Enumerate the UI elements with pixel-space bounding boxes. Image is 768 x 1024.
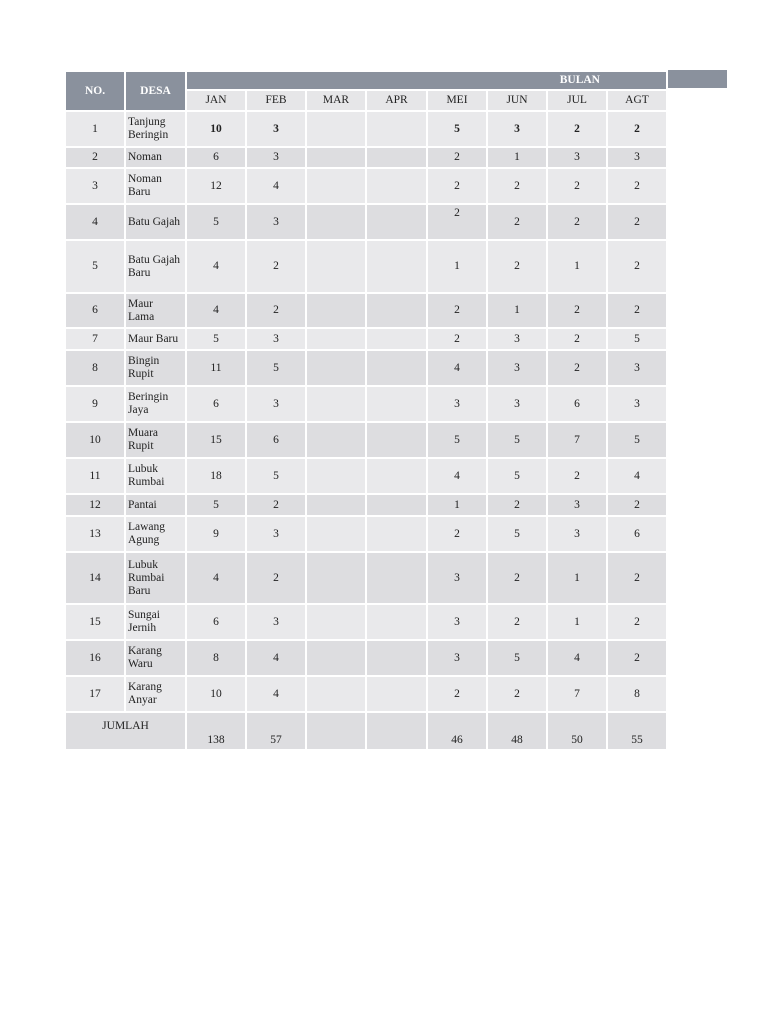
table-row (65, 293, 667, 328)
value-cell-agt: 2 (607, 293, 667, 328)
total-cell-jun: 48 (487, 712, 547, 750)
value-cell-mei: 5 (427, 422, 487, 458)
value-cell-jun: 1 (487, 293, 547, 328)
row-number: 16 (65, 640, 125, 676)
desa-name-line: Rupit (128, 440, 154, 452)
value-cell-jan: 5 (186, 494, 246, 516)
row-number: 1 (65, 111, 125, 147)
value-cell-apr (366, 516, 427, 552)
table-row (65, 422, 667, 458)
row-number: 11 (65, 458, 125, 494)
value-cell-jul: 2 (547, 350, 607, 386)
desa-name-line: Anyar (128, 694, 157, 706)
row-number: 10 (65, 422, 125, 458)
total-cell-apr (366, 712, 427, 750)
value-cell-jul: 6 (547, 386, 607, 422)
value-cell-jan: 10 (186, 676, 246, 712)
table-row (65, 240, 667, 293)
value-cell-mar (306, 240, 366, 293)
table-row (65, 111, 667, 147)
value-cell-mei: 2 (427, 676, 487, 712)
value-cell-mar (306, 516, 366, 552)
table-row (65, 328, 667, 350)
desa-cell (125, 350, 186, 386)
desa-name-line: Batu Gajah (128, 215, 181, 228)
desa-name-line: Beringin (128, 129, 169, 141)
value-cell-feb: 2 (246, 494, 306, 516)
value-cell-jul: 3 (547, 494, 607, 516)
total-label: JUMLAH (65, 712, 186, 750)
desa-name-line: Beringin (128, 391, 169, 403)
value-cell-jun: 2 (487, 204, 547, 240)
value-cell-jul: 1 (547, 552, 607, 604)
value-cell-apr (366, 350, 427, 386)
value-cell-apr (366, 552, 427, 604)
value-cell-mar (306, 147, 366, 168)
desa-name-line: Sungai (128, 609, 160, 621)
value-cell-mar (306, 676, 366, 712)
value-cell-apr (366, 676, 427, 712)
desa-name-line: Tanjung (128, 116, 166, 128)
desa-name-line: Bingin (128, 355, 160, 367)
desa-name-line: Noman (128, 173, 162, 185)
value-cell-jun: 3 (487, 328, 547, 350)
row-number: 4 (65, 204, 125, 240)
value-cell-jun: 5 (487, 640, 547, 676)
header-row-top (65, 71, 667, 90)
row-number: 8 (65, 350, 125, 386)
value-cell-feb: 2 (246, 293, 306, 328)
value-cell-agt: 3 (607, 386, 667, 422)
value-cell-mei: 2 (427, 293, 487, 328)
table-row (65, 604, 667, 640)
col-header-no: NO. (65, 71, 125, 111)
value-cell-jul: 2 (547, 328, 607, 350)
value-cell-jul: 2 (547, 168, 607, 204)
value-cell-mei: 4 (427, 350, 487, 386)
month-header: JUL (547, 90, 607, 111)
value-cell-jan: 6 (186, 147, 246, 168)
desa-cell (125, 293, 186, 328)
value-cell-agt: 2 (607, 604, 667, 640)
desa-name-line: Baru (128, 186, 151, 198)
row-number: 13 (65, 516, 125, 552)
col-header-desa: DESA (125, 71, 186, 111)
value-cell-mei: 2 (427, 204, 487, 240)
table-row (65, 494, 667, 516)
value-cell-feb: 3 (246, 328, 306, 350)
desa-cell (125, 422, 186, 458)
value-cell-agt: 2 (607, 240, 667, 293)
value-cell-mei: 3 (427, 386, 487, 422)
table-row (65, 676, 667, 712)
value-cell-apr (366, 640, 427, 676)
desa-name-line: Lubuk (128, 558, 159, 571)
value-cell-mar (306, 386, 366, 422)
desa-cell (125, 328, 186, 350)
value-cell-apr (366, 168, 427, 204)
monthly-table (64, 70, 668, 751)
value-cell-jun: 2 (487, 168, 547, 204)
value-cell-jul: 7 (547, 422, 607, 458)
value-cell-jul: 3 (547, 147, 607, 168)
table-row (65, 386, 667, 422)
value-cell-jan: 15 (186, 422, 246, 458)
row-number: 6 (65, 293, 125, 328)
value-cell-mei: 2 (427, 328, 487, 350)
row-number: 7 (65, 328, 125, 350)
value-cell-feb: 5 (246, 458, 306, 494)
value-cell-mar (306, 422, 366, 458)
value-cell-jan: 12 (186, 168, 246, 204)
value-cell-agt: 5 (607, 422, 667, 458)
desa-cell (125, 604, 186, 640)
desa-name-line: Lubuk (128, 463, 159, 475)
value-cell-feb: 3 (246, 386, 306, 422)
total-cell-feb: 57 (246, 712, 306, 750)
value-cell-jun: 2 (487, 240, 547, 293)
value-cell-jul: 1 (547, 604, 607, 640)
value-cell-jan: 9 (186, 516, 246, 552)
month-header: MEI (427, 90, 487, 111)
table-row (65, 147, 667, 168)
desa-cell (125, 458, 186, 494)
row-number: 15 (65, 604, 125, 640)
value-cell-jan: 4 (186, 552, 246, 604)
value-cell-jun: 5 (487, 422, 547, 458)
value-cell-jun: 3 (487, 386, 547, 422)
desa-cell (125, 552, 186, 604)
table-row (65, 516, 667, 552)
value-cell-feb: 6 (246, 422, 306, 458)
desa-cell (125, 676, 186, 712)
desa-cell (125, 168, 186, 204)
value-cell-agt: 4 (607, 458, 667, 494)
value-cell-agt: 2 (607, 494, 667, 516)
desa-name-line: Maur Baru (128, 332, 179, 345)
value-cell-mei: 2 (427, 516, 487, 552)
month-header: FEB (246, 90, 306, 111)
value-cell-mar (306, 552, 366, 604)
desa-cell (125, 494, 186, 516)
value-cell-agt: 2 (607, 204, 667, 240)
value-cell-mei: 1 (427, 494, 487, 516)
value-cell-feb: 3 (246, 516, 306, 552)
value-cell-jul: 2 (547, 111, 607, 147)
value-cell-jun: 5 (487, 458, 547, 494)
value-cell-mar (306, 350, 366, 386)
table-row (65, 204, 667, 240)
value-cell-mei: 2 (427, 168, 487, 204)
value-cell-agt: 2 (607, 552, 667, 604)
value-cell-apr (366, 328, 427, 350)
value-cell-jan: 6 (186, 604, 246, 640)
value-cell-feb: 3 (246, 147, 306, 168)
value-cell-mar (306, 204, 366, 240)
desa-name-line: Jernih (128, 622, 157, 634)
value-cell-feb: 5 (246, 350, 306, 386)
table-row (65, 458, 667, 494)
value-cell-apr (366, 293, 427, 328)
value-cell-mar (306, 458, 366, 494)
desa-name-line: Lama (128, 310, 155, 323)
value-cell-jan: 4 (186, 240, 246, 293)
total-cell-jul: 50 (547, 712, 607, 750)
value-cell-jul: 2 (547, 458, 607, 494)
value-cell-jan: 8 (186, 640, 246, 676)
value-cell-apr (366, 240, 427, 293)
value-cell-mei: 3 (427, 640, 487, 676)
value-cell-jul: 2 (547, 204, 607, 240)
desa-name-line: Baru (128, 584, 151, 597)
total-row (65, 712, 667, 750)
value-cell-mar (306, 168, 366, 204)
value-cell-jun: 2 (487, 552, 547, 604)
value-cell-agt: 5 (607, 328, 667, 350)
value-cell-agt: 2 (607, 168, 667, 204)
desa-name-line: Pantai (128, 498, 157, 511)
value-cell-jan: 5 (186, 204, 246, 240)
value-cell-jan: 18 (186, 458, 246, 494)
total-cell-mei: 46 (427, 712, 487, 750)
value-cell-jan: 6 (186, 386, 246, 422)
value-cell-jun: 3 (487, 111, 547, 147)
desa-name-line: Batu Gajah (128, 253, 181, 266)
desa-cell (125, 386, 186, 422)
row-number: 2 (65, 147, 125, 168)
value-cell-jan: 11 (186, 350, 246, 386)
value-cell-mei: 3 (427, 552, 487, 604)
value-cell-apr (366, 111, 427, 147)
row-number: 9 (65, 386, 125, 422)
desa-name-line: Jaya (128, 404, 149, 416)
col-header-bulan: BULAN (186, 71, 667, 90)
value-cell-jul: 3 (547, 516, 607, 552)
value-cell-mar (306, 293, 366, 328)
value-cell-apr (366, 204, 427, 240)
value-cell-agt: 6 (607, 516, 667, 552)
value-cell-jun: 2 (487, 676, 547, 712)
value-cell-feb: 4 (246, 676, 306, 712)
month-header: JUN (487, 90, 547, 111)
value-cell-jan: 10 (186, 111, 246, 147)
desa-cell (125, 640, 186, 676)
value-cell-mar (306, 640, 366, 676)
value-cell-apr (366, 458, 427, 494)
desa-name-line: Karang (128, 681, 162, 693)
desa-cell (125, 516, 186, 552)
total-cell-agt: 55 (607, 712, 667, 750)
value-cell-mei: 3 (427, 604, 487, 640)
value-cell-agt: 2 (607, 640, 667, 676)
total-cell-jan: 138 (186, 712, 246, 750)
value-cell-apr (366, 386, 427, 422)
total-cell-mar (306, 712, 366, 750)
value-cell-apr (366, 147, 427, 168)
value-cell-mar (306, 328, 366, 350)
desa-name-line: Karang (128, 645, 162, 657)
month-header: APR (366, 90, 427, 111)
value-cell-feb: 3 (246, 204, 306, 240)
table-row (65, 552, 667, 604)
value-cell-feb: 3 (246, 604, 306, 640)
value-cell-jul: 7 (547, 676, 607, 712)
table-row (65, 168, 667, 204)
row-number: 14 (65, 552, 125, 604)
desa-name-line: Rumbai (128, 476, 165, 488)
row-number: 12 (65, 494, 125, 516)
table-body (65, 111, 667, 750)
desa-name-line: Rumbai (128, 571, 165, 584)
value-cell-jul: 2 (547, 293, 607, 328)
desa-cell (125, 204, 186, 240)
value-cell-feb: 2 (246, 552, 306, 604)
value-cell-mar (306, 604, 366, 640)
value-cell-feb: 2 (246, 240, 306, 293)
value-cell-jun: 5 (487, 516, 547, 552)
desa-cell (125, 240, 186, 293)
value-cell-jul: 1 (547, 240, 607, 293)
row-number: 17 (65, 676, 125, 712)
value-cell-agt: 2 (607, 111, 667, 147)
value-cell-mar (306, 494, 366, 516)
desa-name-line: Baru (128, 266, 151, 279)
desa-name-line: Rupit (128, 368, 154, 380)
value-cell-apr (366, 422, 427, 458)
value-cell-apr (366, 604, 427, 640)
value-cell-agt: 3 (607, 147, 667, 168)
value-cell-feb: 4 (246, 640, 306, 676)
value-cell-jan: 4 (186, 293, 246, 328)
value-cell-apr (366, 494, 427, 516)
desa-name-line: Maur (128, 297, 153, 310)
desa-name-line: Lawang (128, 521, 166, 533)
value-cell-mei: 5 (427, 111, 487, 147)
desa-name-line: Noman (128, 151, 162, 163)
desa-cell (125, 147, 186, 168)
desa-name-line: Waru (128, 658, 153, 670)
value-cell-mei: 2 (427, 147, 487, 168)
value-cell-feb: 3 (246, 111, 306, 147)
value-cell-jun: 2 (487, 604, 547, 640)
table-row (65, 350, 667, 386)
value-cell-mei: 1 (427, 240, 487, 293)
value-cell-jun: 3 (487, 350, 547, 386)
value-cell-mar (306, 111, 366, 147)
desa-cell (125, 111, 186, 147)
row-number: 3 (65, 168, 125, 204)
month-header: MAR (306, 90, 366, 111)
value-cell-feb: 4 (246, 168, 306, 204)
value-cell-jun: 1 (487, 147, 547, 168)
month-header: AGT (607, 90, 667, 111)
value-cell-jul: 4 (547, 640, 607, 676)
desa-name-line: Muara (128, 427, 159, 439)
header-band-extension (668, 70, 727, 88)
value-cell-mei: 4 (427, 458, 487, 494)
table-row (65, 640, 667, 676)
month-header: JAN (186, 90, 246, 111)
value-cell-jun: 2 (487, 494, 547, 516)
desa-name-line: Agung (128, 534, 160, 546)
value-cell-agt: 8 (607, 676, 667, 712)
row-number: 5 (65, 240, 125, 293)
value-cell-agt: 3 (607, 350, 667, 386)
value-cell-jan: 5 (186, 328, 246, 350)
